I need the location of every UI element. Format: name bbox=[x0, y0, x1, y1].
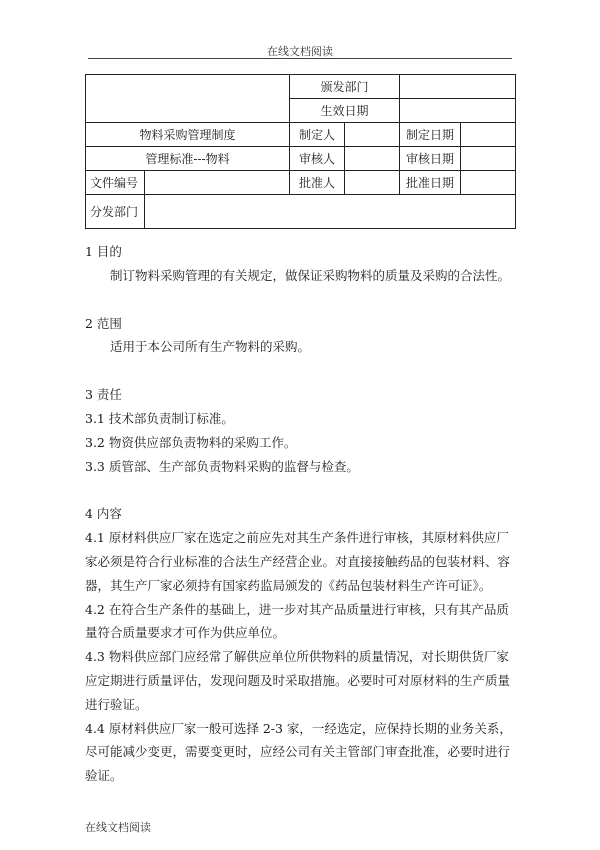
section-purpose-text: 制订物料采购管理的有关规定，做保证采购物料的质量及采购的合法性。 bbox=[110, 267, 511, 283]
issue-dept-value bbox=[400, 75, 516, 99]
drafter-label: 制定人 bbox=[290, 123, 345, 147]
document-title: 物料采购管理制度 bbox=[86, 123, 290, 147]
section-responsibility-title: 3 责任 bbox=[85, 387, 122, 403]
reviewer-label: 审核人 bbox=[290, 147, 345, 171]
reviewer-value bbox=[345, 147, 400, 171]
responsibility-item: 3.2 物资供应部负责物料的采购工作。 bbox=[85, 434, 297, 450]
responsibility-item: 3.3 质管部、生产部负责物料采购的监督与检查。 bbox=[85, 458, 359, 474]
drafter-value bbox=[345, 123, 400, 147]
effective-date-value bbox=[400, 99, 516, 123]
section-purpose-title: 1 目的 bbox=[85, 244, 122, 259]
page-header: 在线文档阅读 bbox=[267, 45, 333, 58]
page-footer: 在线文档阅读 bbox=[85, 821, 151, 834]
effective-date-label: 生效日期 bbox=[290, 99, 400, 123]
section-scope-text: 适用于本公司所有生产物料的采购。 bbox=[110, 339, 311, 355]
section-scope-title: 2 范围 bbox=[85, 315, 122, 331]
file-no-label: 文件编号 bbox=[86, 171, 145, 195]
review-date-value bbox=[461, 147, 516, 171]
issue-dept-label: 颁发部门 bbox=[290, 75, 400, 99]
approve-date-value bbox=[461, 171, 516, 195]
content-item: 4.3 物料供应部门应经常了解供应单位所供物料的质量情况，对长期供货厂家应定期进行质量评估，发现问题及时采取措施。必要时可对原材料的生产质量进行验证。 bbox=[85, 649, 511, 712]
approver-label: 批准人 bbox=[290, 171, 345, 195]
standard-label: 管理标准---物料 bbox=[86, 147, 290, 171]
approve-date-label: 批准日期 bbox=[400, 171, 461, 195]
distribution-value bbox=[145, 195, 516, 229]
document-body bbox=[85, 240, 517, 788]
draft-date-label: 制定日期 bbox=[400, 123, 461, 147]
draft-date-value bbox=[461, 123, 516, 147]
responsibility-item: 3.1 技术部负责制订标准。 bbox=[85, 410, 234, 426]
distribution-label: 分发部门 bbox=[86, 195, 145, 229]
review-date-label: 审核日期 bbox=[400, 147, 461, 171]
content-item: 4.2 在符合生产条件的基础上，进一步对其产品质量进行审核，只有其产品质量符合质量要求才可作为供应单位。 bbox=[85, 601, 509, 641]
content-item: 4.1 原材料供应厂家在选定之前应先对其生产条件进行审核，其原材料供应厂家必须是符合行业标准的合法生产经营企业。对直接接触药品的包装材料、容器，其生产厂家必须持有国家药监局颁发的《药品包装材料生产许可证》。 bbox=[85, 530, 511, 593]
content-item: 4.4 原材料供应厂家一般可选择 2-3 家，一经选定，应保持长期的业务关系，尽可能减少变更，需要变更时，应经公司有关主管部门审查批准，必要时进行验证。 bbox=[85, 720, 512, 784]
header-divider bbox=[88, 58, 512, 59]
approver-value bbox=[345, 171, 400, 195]
document-info-table bbox=[85, 74, 516, 229]
file-no-value bbox=[145, 171, 290, 195]
section-content-title: 4 内容 bbox=[85, 506, 122, 522]
